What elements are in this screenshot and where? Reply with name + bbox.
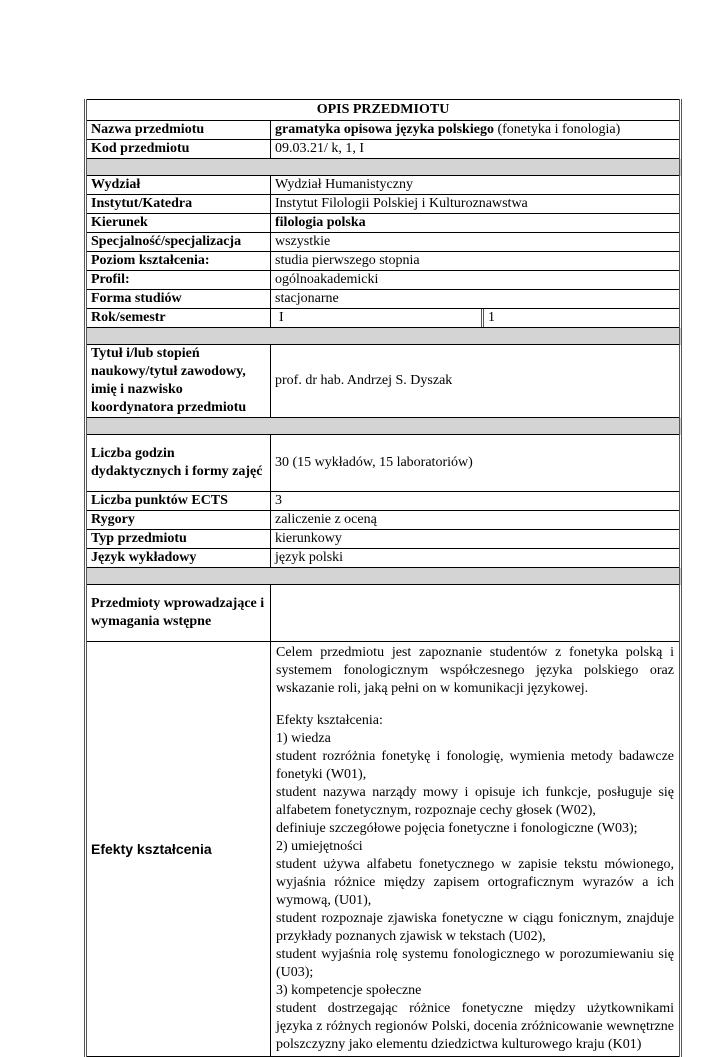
level-label: Poziom kształcenia: <box>86 252 271 271</box>
course-name-label: Nazwa przedmiotu <box>86 121 271 140</box>
table-row <box>86 290 681 309</box>
separator-row <box>86 418 681 435</box>
year-semester-value <box>271 309 681 328</box>
table-row <box>86 140 681 159</box>
hours-label: Liczba godzin dydaktycznych i formy zajęć <box>86 435 271 492</box>
separator-row <box>86 568 681 585</box>
outcomes-paragraph: student nazywa narządy mowy i opisuje ich funkcje, posługuje się alfabetem fonetycznym, rozpoznaje cechy głosek (W02), <box>276 785 674 818</box>
language-label: Język wykładowy <box>86 549 271 568</box>
level-value: studia pierwszego stopnia <box>271 252 681 271</box>
course-type-label: Typ przedmiotu <box>86 530 271 549</box>
table-row <box>86 271 681 290</box>
table-row <box>86 214 681 233</box>
table-row <box>86 511 681 530</box>
table-row <box>86 252 681 271</box>
outcomes-paragraph: 3) kompetencje społeczne <box>276 983 422 998</box>
specialization-label: Specjalność/specjalizacja <box>86 233 271 252</box>
paragraph-spacer <box>276 698 674 712</box>
faculty-value: Wydział Humanistyczny <box>271 176 681 195</box>
requirements-value: zaliczenie z oceną <box>271 511 681 530</box>
table-row <box>86 435 681 492</box>
specialization-value: wszystkie <box>271 233 681 252</box>
table-row <box>86 549 681 568</box>
course-code-value: 09.03.21/ k, 1, I <box>271 140 681 159</box>
prerequisites-label: Przedmioty wprowadzające i wymagania wstępne <box>86 585 271 642</box>
field-value: filologia polska <box>271 214 681 233</box>
language-value: język polski <box>271 549 681 568</box>
table-row <box>86 642 681 1057</box>
coordinator-value: prof. dr hab. Andrzej S. Dyszak <box>271 345 681 418</box>
ects-value: 3 <box>271 492 681 511</box>
institute-value: Instytut Filologii Polskiej i Kulturoznawstwa <box>271 195 681 214</box>
table-header: OPIS PRZEDMIOTU <box>86 100 681 121</box>
hours-value: 30 (15 wykładów, 15 laboratoriów) <box>271 435 681 492</box>
outcomes-paragraph: Efekty kształcenia: <box>276 713 383 728</box>
outcomes-paragraph: student rozpoznaje zjawiska fonetyczne w ciągu fonicznym, znajduje przykłady poznanych zjawisk w tekstach (U02), <box>276 911 674 944</box>
profile-label: Profil: <box>86 271 271 290</box>
table-row <box>86 492 681 511</box>
outcomes-paragraph: student wyjaśnia rolę systemu fonologicznego w porozumiewaniu się (U03); <box>276 947 674 980</box>
field-label: Kierunek <box>86 214 271 233</box>
outcomes-paragraph: student rozróżnia fonetykę i fonologię, wymienia metody badawcze fonetyki (W01), <box>276 749 674 782</box>
separator-row <box>86 159 681 176</box>
table-row <box>86 195 681 214</box>
requirements-label: Rygory <box>86 511 271 530</box>
table-row <box>86 121 681 140</box>
table-row <box>86 233 681 252</box>
course-name-value: gramatyka opisowa języka polskiego (fonetyka i fonologia) <box>271 121 681 140</box>
year-semester-label: Rok/semestr <box>86 309 271 328</box>
study-form-label: Forma studiów <box>86 290 271 309</box>
outcomes-paragraph: Celem przedmiotu jest zapoznanie studentów z fonetyka polską i systemem fonologicznym współczesnego języka polskiego oraz wskazanie roli, jaką pełni on w komunikacji językowej. <box>276 645 674 696</box>
table-row <box>86 530 681 549</box>
separator-row <box>86 328 681 345</box>
profile-value: ogólnoakademicki <box>271 271 681 290</box>
course-description-table <box>84 99 682 1057</box>
institute-label: Instytut/Katedra <box>86 195 271 214</box>
outcomes-paragraph: student używa alfabetu fonetycznego w zapisie tekstu mówionego, wyjaśnia różnice między zapisem ortograficznym wyrazów a ich wymową, (U01), <box>276 857 674 908</box>
course-code-label: Kod przedmiotu <box>86 140 271 159</box>
outcomes-value <box>271 642 681 1057</box>
ects-label: Liczba punktów ECTS <box>86 492 271 511</box>
table-row <box>86 176 681 195</box>
prerequisites-value <box>271 585 681 642</box>
outcomes-paragraph: student dostrzegając różnice fonetyczne między użytkownikami języka z różnych regionów Polski, docenia zróżnicowanie wewnętrzne polszczyzny jako elementu dziedzictwa kulturowego kraju (K01) <box>276 1001 674 1052</box>
outcomes-label: Efekty kształcenia <box>86 642 271 1057</box>
study-form-value: stacjonarne <box>271 290 681 309</box>
outcomes-paragraph: definiuje szczegółowe pojęcia fonetyczne i fonologiczne (W03); <box>276 821 638 836</box>
course-type-value: kierunkowy <box>271 530 681 549</box>
outcomes-paragraph: 2) umiejętności <box>276 839 363 854</box>
table-row <box>86 309 681 328</box>
outcomes-paragraph: 1) wiedza <box>276 731 331 746</box>
year-value: I <box>271 309 484 327</box>
table-row <box>86 585 681 642</box>
semester-value: 1 <box>488 310 495 325</box>
coordinator-label: Tytuł i/lub stopień naukowy/tytuł zawodowy, imię i nazwisko koordynatora przedmiotu <box>86 345 271 418</box>
faculty-label: Wydział <box>86 176 271 195</box>
table-row <box>86 345 681 418</box>
